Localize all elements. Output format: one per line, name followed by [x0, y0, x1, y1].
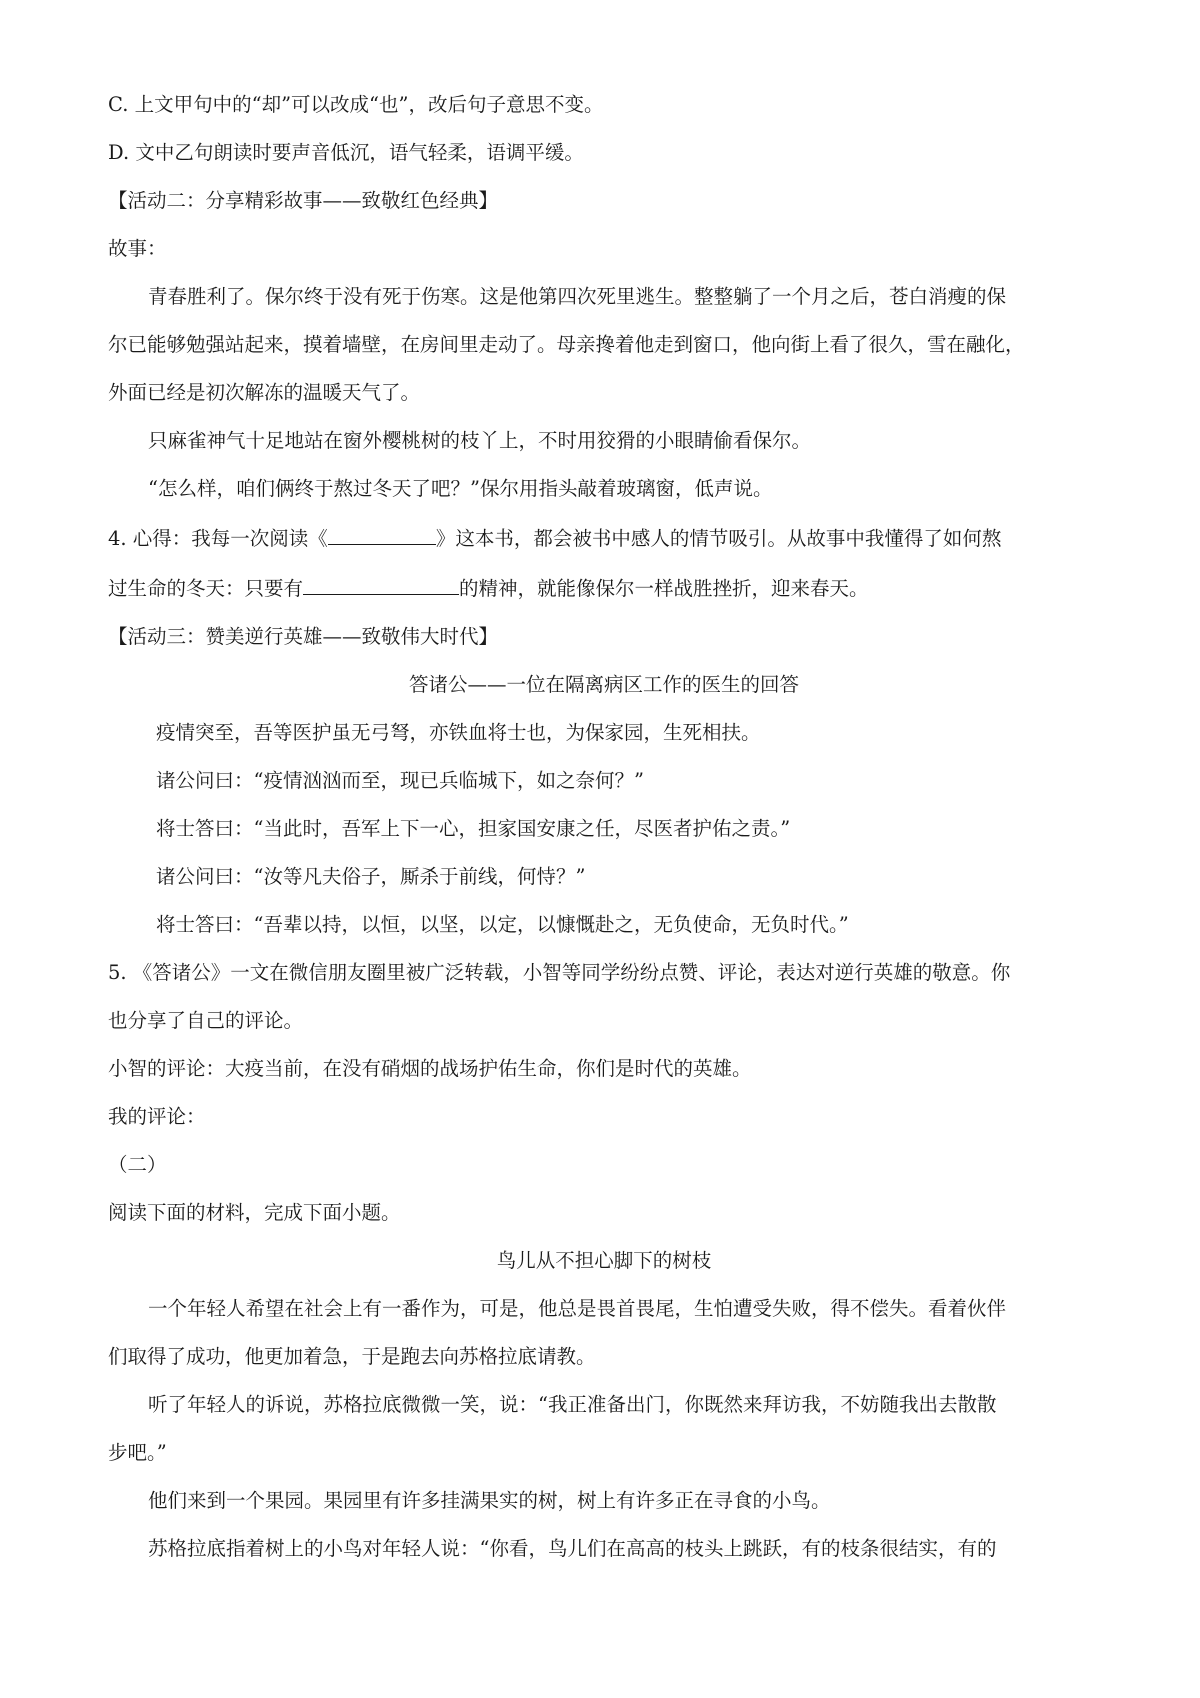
article-para4: 苏格拉底指着树上的小鸟对年轻人说：“你看，鸟儿们在高高的枝头上跳跃，有的枝条很结实，有的	[148, 1537, 997, 1560]
poem-line-2: 诸公问曰：“疫情汹汹而至，现已兵临城下，如之奈何？”	[156, 769, 644, 792]
story-para1-line2: 尔已能够勉强站起来，摸着墙壁，在房间里走动了。母亲搀着他走到窗口，他向街上看了很久，雪在融化，	[108, 333, 1025, 356]
article-para1-line1: 一个年轻人希望在社会上有一番作为，可是，他总是畏首畏尾，生怕遭受失败，得不偿失。看着伙伴	[148, 1297, 1007, 1320]
story-para2: 只麻雀神气十足地站在窗外樱桃树的枝丫上，不时用狡猾的小眼睛偷看保尔。	[148, 429, 812, 452]
poem-line-5: 将士答曰：“吾辈以持，以恒，以坚，以定，以慷慨赴之，无负使命，无负时代。”	[156, 913, 849, 936]
story-para1-line3: 外面已经是初次解冻的温暖天气了。	[108, 381, 421, 404]
question4-line2	[108, 575, 1100, 601]
q4-text-after: 》这本书，都会被书中感人的情节吸引。从故事中我懂得了如何熬	[435, 527, 1002, 550]
activity2-heading: 【活动二：分享精彩故事——致敬红色经典】	[108, 189, 499, 212]
story-para1-line1: 青春胜利了。保尔终于没有死于伤寒。这是他第四次死里逃生。整整躺了一个月之后，苍白消瘦的保	[148, 285, 1007, 308]
option-d: D. 文中乙句朗读时要声音低沉，语气轻柔，语调平缓。	[108, 141, 584, 164]
question4-line1	[108, 525, 1100, 551]
article-para2-line1: 听了年轻人的诉说，苏格拉底微微一笑，说：“我正准备出门，你既然来拜访我，不妨随我出去散散	[148, 1393, 997, 1416]
xiaozhi-comment: 小智的评论：大疫当前，在没有硝烟的战场护佑生命，你们是时代的英雄。	[108, 1057, 752, 1080]
article-para2-line2: 步吧。”	[108, 1441, 167, 1464]
part2-instruction: 阅读下面的材料，完成下面小题。	[108, 1201, 401, 1224]
q4-text-before: 4. 心得：我每一次阅读《	[108, 527, 328, 550]
book-title-blank[interactable]	[328, 525, 436, 545]
q4-line2-before: 过生命的冬天：只要有	[108, 577, 304, 600]
option-c: C. 上文甲句中的“却”可以改成“也”，改后句子意思不变。	[108, 93, 604, 116]
article-para1-line2: 们取得了成功，他更加着急，于是跑去向苏格拉底请教。	[108, 1345, 596, 1368]
q4-line2-after: 的精神，就能像保尔一样战胜挫折，迎来春天。	[459, 577, 869, 600]
part2-label: （二）	[108, 1153, 167, 1176]
article-title: 鸟儿从不担心脚下的树枝	[496, 1249, 712, 1272]
spirit-blank[interactable]	[303, 575, 459, 595]
question5-line2: 也分享了自己的评论。	[108, 1009, 304, 1032]
story-para3: “怎么样，咱们俩终于熬过冬天了吧？”保尔用指头敲着玻璃窗，低声说。	[148, 477, 773, 500]
question5-line1: 5. 《答诸公》一文在微信朋友圈里被广泛转载，小智等同学纷纷点赞、评论，表达对逆行英雄的敬意。你	[108, 961, 1011, 984]
my-comment-label: 我的评论：	[108, 1105, 206, 1128]
story-label: 故事：	[108, 237, 167, 260]
poem-line-3: 将士答曰：“当此时，吾军上下一心，担家国安康之任，尽医者护佑之责。”	[156, 817, 791, 840]
activity3-heading: 【活动三：赞美逆行英雄——致敬伟大时代】	[108, 625, 499, 648]
poem-line-4: 诸公问曰：“汝等凡夫俗子，厮杀于前线，何恃？”	[156, 865, 586, 888]
poem-line-1: 疫情突至，吾等医护虽无弓弩，亦铁血将士也，为保家园，生死相扶。	[156, 721, 761, 744]
poem-title: 答诸公——一位在隔离病区工作的医生的回答	[408, 673, 799, 696]
article-para3: 他们来到一个果园。果园里有许多挂满果实的树，树上有许多正在寻食的小鸟。	[148, 1489, 831, 1512]
